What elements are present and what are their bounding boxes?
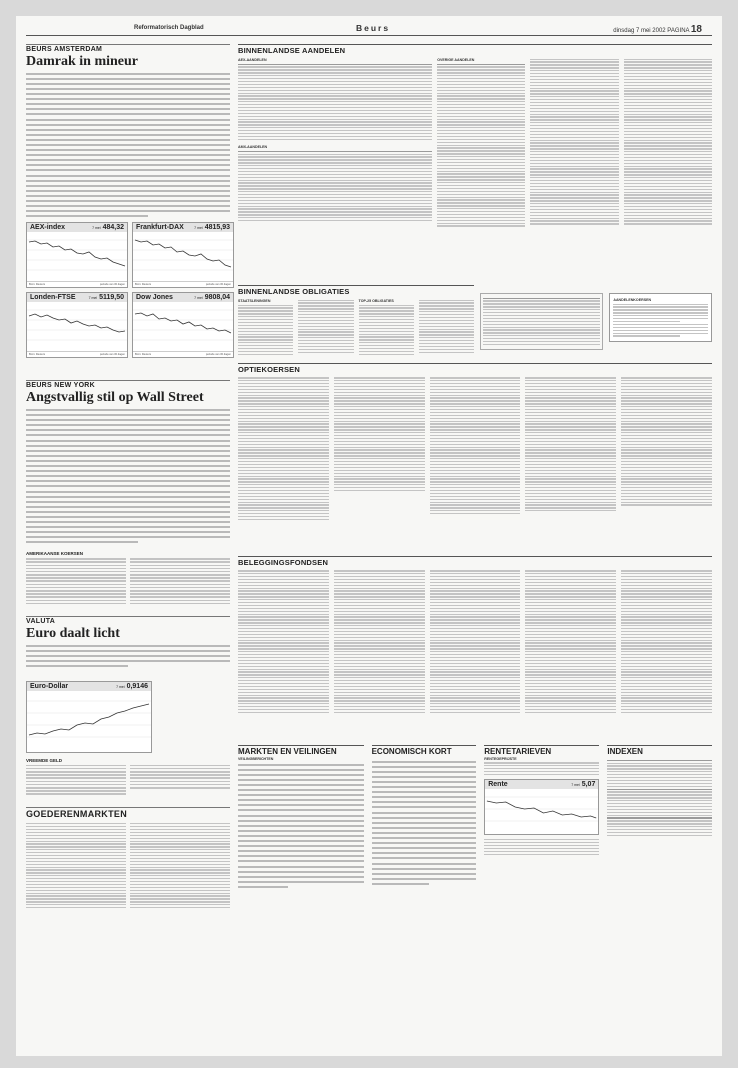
chart-dax bbox=[132, 222, 234, 288]
chart-date: 7 mei bbox=[92, 226, 101, 231]
chart-value: 5119,50 bbox=[99, 294, 124, 302]
chart-aex-plot bbox=[27, 232, 127, 276]
masthead bbox=[26, 22, 712, 36]
chart-name: Frankfurt-DAX bbox=[136, 224, 184, 232]
page-number: 18 bbox=[690, 24, 702, 35]
table-title: AMERIKAANSE KOERSEN bbox=[26, 551, 84, 557]
chart-source: Bron: Reuters bbox=[135, 283, 152, 287]
chart-date: 7 mei bbox=[571, 783, 580, 788]
aandelenkoersen-box bbox=[609, 285, 712, 357]
newspaper-page bbox=[16, 16, 722, 1056]
chart-value: 5,07 bbox=[581, 781, 596, 789]
article-amsterdam bbox=[26, 73, 230, 218]
chart-date: 7 mei bbox=[88, 296, 98, 301]
section-title-rentetarieven: RENTETARIEVEN bbox=[484, 745, 599, 756]
sub-veilingberichten: VEILINGBERICHTEN bbox=[238, 756, 274, 761]
chart-ftse-plot bbox=[27, 302, 127, 346]
chart-period: periode van 30 dagen bbox=[99, 283, 125, 287]
chart-period: periode van 30 dagen bbox=[99, 353, 125, 357]
section-title-obligaties: BINNENLANDSE OBLIGATIES bbox=[238, 285, 474, 296]
section-title-aandelen: BINNENLANDSE AANDELEN bbox=[238, 44, 712, 55]
chart-value: 4815,93 bbox=[204, 224, 230, 232]
chart-dowjones-plot bbox=[133, 302, 233, 346]
chart-dowjones bbox=[132, 292, 234, 358]
section-name: Beurs bbox=[356, 23, 391, 33]
optiekoersen-table bbox=[238, 376, 712, 556]
rentetarieven-block bbox=[484, 745, 599, 891]
headline-newyork: Angstvallig stil op Wall Street bbox=[26, 390, 204, 406]
sub-top25: TOP-25 OBLIGATIES bbox=[358, 299, 394, 303]
chart-period: periode van 30 dagen bbox=[205, 353, 231, 357]
chart-rente-plot bbox=[485, 789, 598, 829]
sub-overige-aandelen: OVERIGE AANDELEN bbox=[437, 58, 475, 62]
beleggingsfondsen-table bbox=[238, 569, 712, 739]
chart-value: 484,32 bbox=[102, 224, 124, 232]
section-kicker-amsterdam: BEURS AMSTERDAM bbox=[26, 44, 230, 53]
chart-source: Bron: Reuters bbox=[135, 353, 152, 357]
chart-value: 9808,04 bbox=[204, 294, 230, 302]
section-kicker-goederen: GOEDERENMARKTEN bbox=[26, 807, 230, 819]
section-title-indexen: INDEXEN bbox=[607, 745, 712, 756]
headline-amsterdam: Damrak in mineur bbox=[26, 54, 138, 69]
chart-name: AEX-index bbox=[30, 224, 66, 232]
chart-aex bbox=[26, 222, 128, 288]
goederenmarkten-block bbox=[26, 807, 230, 910]
section-kicker-valuta: VALUTA bbox=[26, 616, 230, 625]
chart-dax-plot bbox=[133, 232, 233, 276]
chart-date: 7 mei bbox=[116, 685, 125, 689]
aandelen-table bbox=[238, 57, 712, 279]
amerikaanse-koersen-table bbox=[26, 551, 230, 606]
chart-euro-plot bbox=[27, 691, 151, 747]
publication-name: Reformatorisch Dagblad bbox=[134, 25, 204, 31]
sub-staatsleningen: STAATSLENINGEN bbox=[238, 299, 271, 303]
chart-source: Bron: Reuters bbox=[29, 353, 46, 357]
economisch-kort-block bbox=[372, 745, 477, 891]
markten-block bbox=[238, 745, 364, 891]
section-title-optiekoersen: OPTIEKOERSEN bbox=[238, 363, 712, 374]
section-title-markten: MARKTEN EN VEILINGEN bbox=[238, 745, 364, 756]
chart-name: Rente bbox=[488, 781, 508, 789]
sub-rentegeprijste: RENTEGEPRIJSTE bbox=[484, 756, 517, 761]
section-kicker-newyork: BEURS NEW YORK bbox=[26, 380, 230, 389]
indexen-block bbox=[607, 745, 712, 891]
sub-amx-aandelen: AMX-AANDELEN bbox=[238, 145, 268, 150]
section-title-economisch: ECONOMISCH KORT bbox=[372, 745, 477, 756]
chart-ftse bbox=[26, 292, 128, 358]
main-area bbox=[238, 44, 712, 891]
left-column bbox=[26, 44, 230, 910]
chart-value: 0,9146 bbox=[126, 683, 148, 690]
bottom-row bbox=[238, 745, 712, 891]
obligaties-table bbox=[238, 298, 474, 357]
article-newyork bbox=[26, 409, 230, 543]
sub-aex-aandelen: AEX-AANDELEN bbox=[238, 58, 267, 62]
chart-name: Euro-Dollar bbox=[30, 683, 69, 690]
chart-name: Londen-FTSE bbox=[30, 294, 76, 302]
chart-euro-dollar bbox=[26, 681, 152, 753]
bonds-side-table bbox=[480, 285, 603, 357]
chart-date: 7 mei bbox=[194, 226, 203, 231]
vreemde-geld-table bbox=[26, 758, 230, 797]
section-title-beleggingsfondsen: BELEGGINGSFONDSEN bbox=[238, 556, 712, 567]
chart-date: 7 mei bbox=[194, 296, 203, 301]
chart-rente bbox=[484, 779, 599, 835]
headline-valuta: Euro daalt licht bbox=[26, 625, 120, 641]
table-title: VREEMDE GELD bbox=[26, 758, 63, 763]
chart-source: Bron: Reuters bbox=[29, 283, 46, 287]
box-title: AANDELENKOERSEN bbox=[613, 298, 652, 302]
chart-name: Dow Jones bbox=[136, 294, 173, 302]
chart-period: periode van 30 dagen bbox=[205, 283, 231, 287]
page-date bbox=[613, 24, 702, 35]
article-valuta bbox=[26, 645, 230, 667]
index-charts bbox=[26, 222, 230, 358]
date-text: dinsdag 7 mei 2002 PAGINA bbox=[613, 28, 690, 34]
